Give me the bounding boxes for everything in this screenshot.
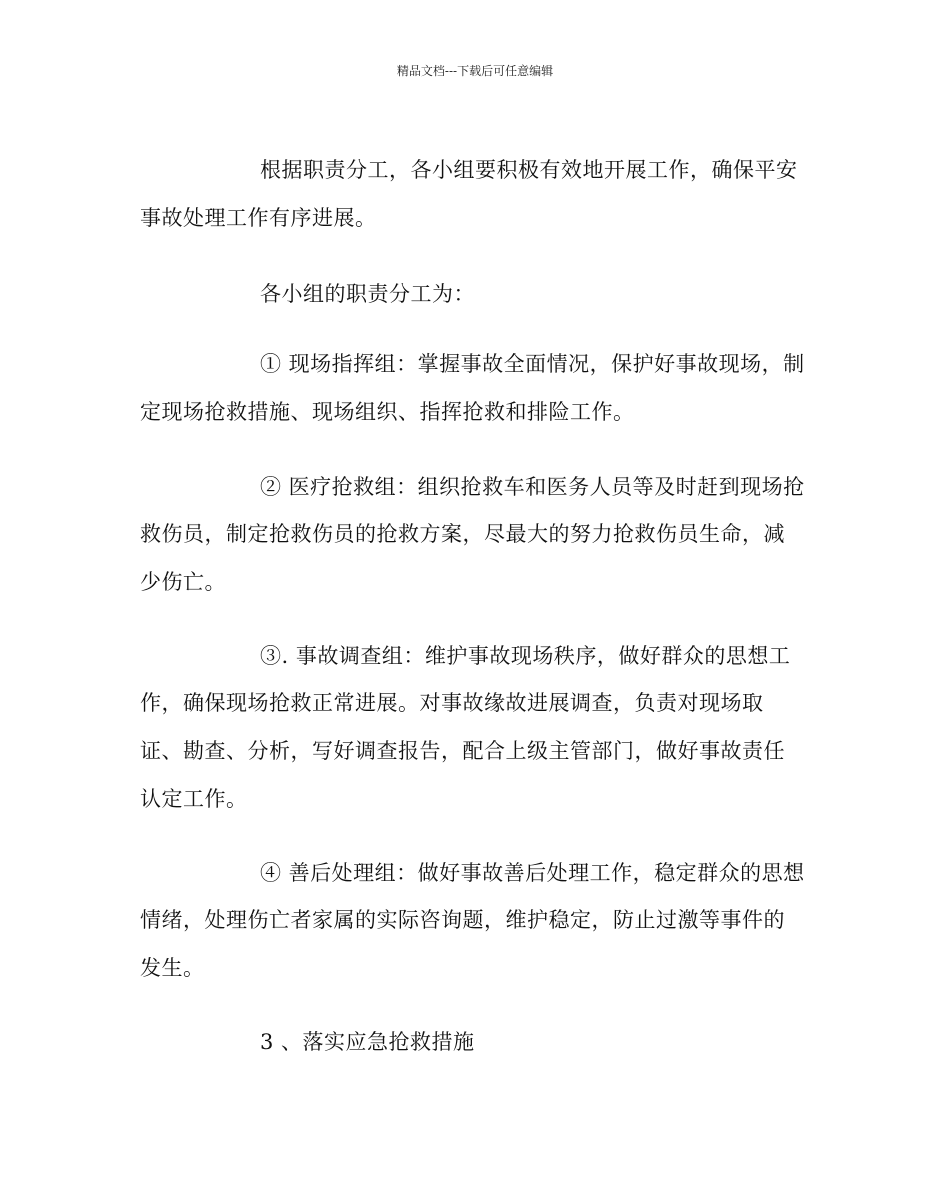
paragraph-6-line-3: 发生。	[140, 956, 205, 980]
paragraph-5-line-3: 证、勘查、分析，写好调查报告，配合上级主管部门，做好事故责任	[140, 739, 785, 763]
paragraph-3-line-1: ① 现场指挥组：掌握事故全面情况，保护好事故现场，制	[260, 352, 805, 376]
paragraph-4-line-1: ② 医疗抢救组：组织抢救车和医务人员等及时赶到现场抢	[260, 475, 805, 499]
paragraph-5-line-2: 作，确保现场抢救正常进展。对事故缘故进展调查，负责对现场取	[140, 691, 764, 715]
paragraph-5-line-1: ③. 事故调查组：维护事故现场秩序，做好群众的思想工	[260, 644, 791, 668]
paragraph-3-line-2: 定现场抢救措施、现场组织、指挥抢救和排险工作。	[140, 400, 635, 424]
paragraph-2-line-1: 各小组的职责分工为：	[260, 282, 475, 306]
paragraph-4-line-2: 救伤员，制定抢救伤员的抢救方案，尽最大的努力抢救伤员生命，减	[140, 522, 785, 546]
paragraph-4-line-3: 少伤亡。	[140, 570, 226, 594]
section-heading: 3 、落实应急抢救措施	[260, 1030, 475, 1054]
paragraph-1-line-1: 根据职责分工，各小组要积极有效地开展工作，确保平安	[260, 158, 798, 182]
paragraph-1-line-2: 事故处理工作有序进展。	[140, 206, 377, 230]
paragraph-6-line-2: 情绪，处理伤亡者家属的实际咨询题，维护稳定，防止过激等事件的	[140, 908, 785, 932]
paragraph-6-line-1: ④ 善后处理组：做好事故善后处理工作，稳定群众的思想	[260, 861, 805, 885]
page-header: 精品文档---下载后可任意编辑	[396, 64, 554, 78]
paragraph-5-line-4: 认定工作。	[140, 787, 248, 811]
